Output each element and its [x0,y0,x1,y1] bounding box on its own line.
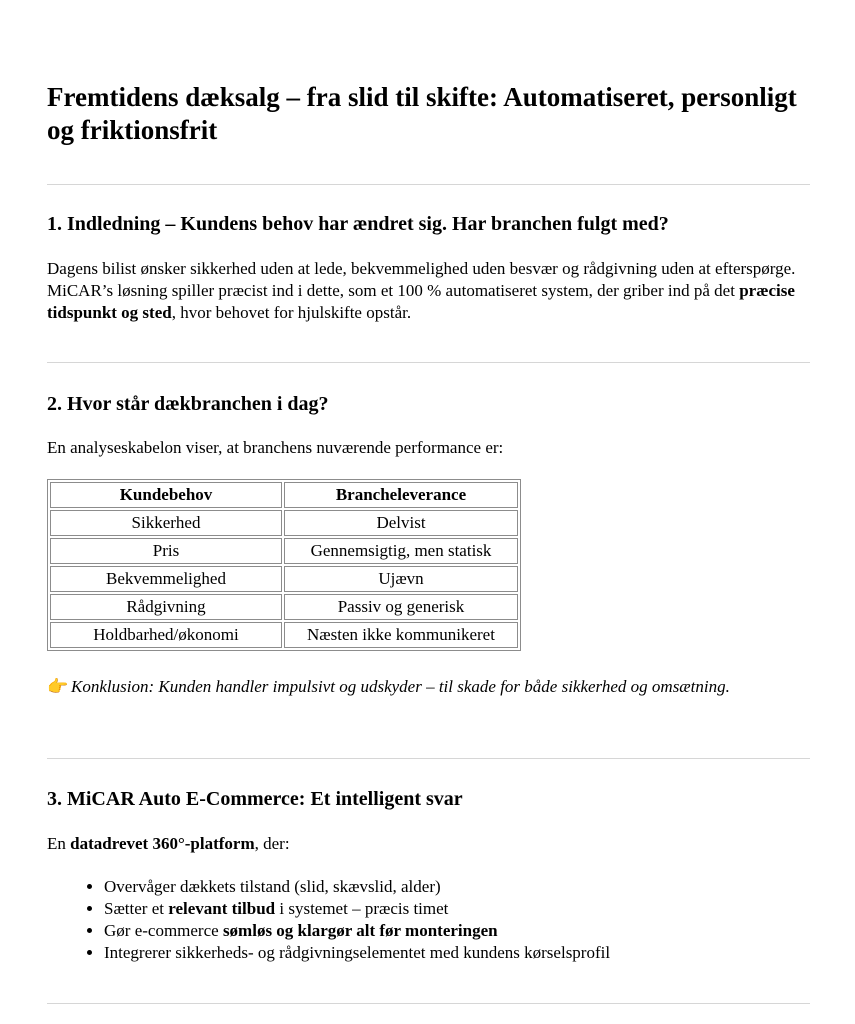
table-header-cell: Kundebehov [50,482,282,508]
table-row [50,510,518,536]
list-item-text: Overvåger dækkets tilstand (slid, skævslid, alder) [104,877,441,896]
table-cell: Pris [50,538,282,564]
section-3-intro-text: En [47,834,71,853]
section-3-intro [47,833,290,855]
divider [47,184,810,185]
section-3-intro-end: , der: [254,834,290,853]
table-cell: Sikkerhed [50,510,282,536]
table-row [50,566,518,592]
list-item-text: i systemet – præcis timet [275,899,449,918]
divider [47,758,810,759]
table-header-row [50,482,518,508]
page-title: Fremtidens dæksalg – fra slid til skifte: Automatiseret, personligt og friktionsfrit [47,82,797,145]
pointing-hand-icon: 👉 [47,677,69,696]
table-cell: Næsten ikke kommunikeret [284,622,518,648]
conclusion-text: Konklusion: Kunden handler impulsivt og udskyder – til skade for både sikkerhed og omsætning. [71,677,730,696]
table-cell: Delvist [284,510,518,536]
table-cell: Ujævn [284,566,518,592]
list-item-bold: relevant tilbud [168,899,276,918]
list-item-text: Gør e-commerce [104,921,223,940]
list-item-text: Sætter et [104,899,169,918]
section-3-heading: 3. MiCAR Auto E-Commerce: Et intelligent svar [47,788,463,810]
section-1-text-end: , hvor behovet for hjulskifte opstår. [171,303,412,322]
section-2-intro: En analyseskabelon viser, at branchens nuværende performance er: [47,438,504,457]
section-1-text: Dagens bilist ønsker sikkerhed uden at lede, bekvemmelighed uden besvær og rådgivning uden at efterspørge. MiCAR’s løsning spiller præcist ind i dette, som et 100 % automatiseret system, der griber ind på det [47,259,796,300]
list-item [104,920,810,942]
analysis-table [47,479,521,651]
list-item [104,942,810,964]
feature-list [47,876,810,964]
section-3-intro-bold: datadrevet 360°-platform [70,834,255,853]
table-cell: Rådgivning [50,594,282,620]
table-row [50,538,518,564]
divider [47,1003,810,1004]
table-cell: Passiv og generisk [284,594,518,620]
list-item [104,876,810,898]
table-cell: Bekvemmelighed [50,566,282,592]
table-row [50,594,518,620]
table-row [50,622,518,648]
section-1-bold-text: præcise tidspunkt og sted [47,281,795,322]
section-1-heading: 1. Indledning – Kundens behov har ændret sig. Har branchen fulgt med? [47,213,669,235]
table-header-cell: Brancheleverance [284,482,518,508]
list-item-bold: sømløs og klargør alt før monteringen [222,921,498,940]
list-item [104,898,810,920]
conclusion-paragraph [47,676,787,698]
table-cell: Gennemsigtig, men statisk [284,538,518,564]
section-1-paragraph [47,258,807,324]
list-item-text: Integrerer sikkerheds- og rådgivningselementet med kundens kørselsprofil [104,943,611,962]
divider [47,362,810,363]
section-2-heading: 2. Hvor står dækbranchen i dag? [47,393,329,415]
table-cell: Holdbarhed/økonomi [50,622,282,648]
